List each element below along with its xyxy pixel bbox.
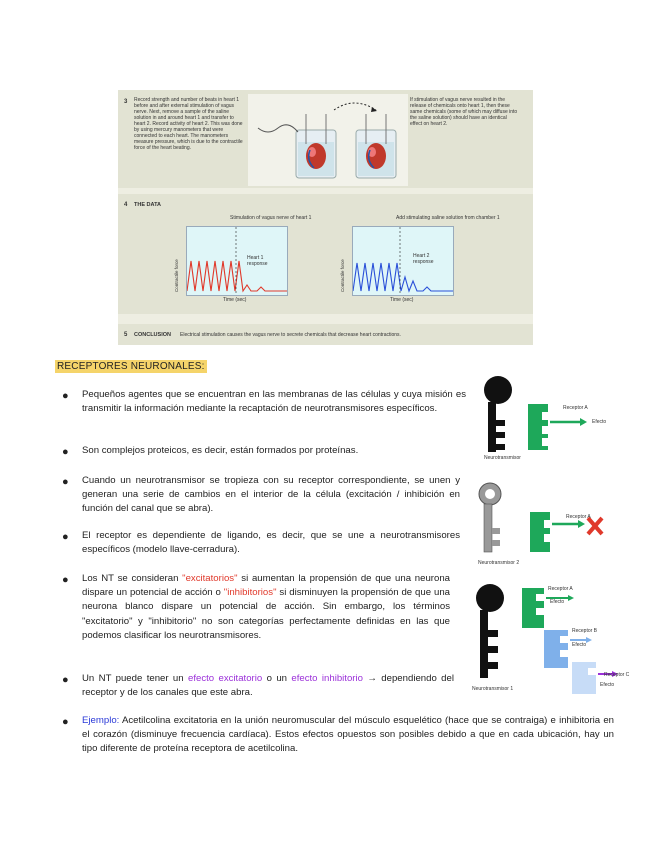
excitatory-term: "excitatorios" xyxy=(182,573,238,584)
bullet-dot: ● xyxy=(62,476,69,488)
d1-receptor-label: Receptor A xyxy=(563,405,588,411)
bullet-dot: ● xyxy=(62,574,69,586)
d3-receptor-c: Receptor C xyxy=(604,672,630,678)
excitatory-effect-term: efecto excitatorio xyxy=(187,673,263,684)
bullet-1-text: Pequeños agentes que se encuentran en las membranas de las células y cuya misión es transmitir la información mediante la recaptación de neurotransmisores específicos. xyxy=(82,389,466,415)
left-xlabel: Time (sec) xyxy=(223,297,247,303)
heart1-plot xyxy=(186,226,288,296)
left-ylabel: Contractile force xyxy=(174,259,179,292)
d2-caption: Neurotransmisor 2 xyxy=(478,560,520,566)
heart1-response-label: Heart 1 response xyxy=(247,255,268,267)
step3-left-text: Record strength and number of beats in heart 1 before and after external stimulation of vagus nerve. Next, remove a sample of the saline solution in and around heart 1 and transfer to heart 2. Record activity of heart 2. This was done by using mercury manometers that were connected to each heart. The manometers measure pressure, which is due to the contractile force of the heart beating. xyxy=(134,97,243,151)
section-heading: RECEPTORES NEURONALES: xyxy=(57,361,205,372)
step5-panel xyxy=(118,324,533,345)
bullet-7-text xyxy=(82,714,614,757)
step3-right-text: If stimulation of vagus nerve resulted in the release of chemicals onto heart 1, then these same chemicals (some of which may diffuse into the saline solution) should have an identical effect on heart 2. xyxy=(410,97,518,127)
bullet-4-text: El receptor es dependiente de ligando, es decir, que se une a neurotransmisores específicos (modelo llave-cerradura). xyxy=(82,530,460,556)
bullet-3-text: Cuando un neurotransmisor se tropieza con su receptor correspondiente, se unen y generan una serie de cambios en el interior de la célula (excitación / inhibición en función del canal que se abra). xyxy=(82,475,460,515)
inhibitory-term: "inhibitorios" xyxy=(223,587,277,599)
step4-panel xyxy=(118,194,533,314)
heart-jars-illustration xyxy=(248,94,408,186)
heart2-response-label: Heart 2 response xyxy=(413,253,434,265)
experiment-figure xyxy=(118,90,533,345)
right-xlabel: Time (sec) xyxy=(390,297,414,303)
step4-title: THE DATA xyxy=(134,202,161,208)
bullet-dot: ● xyxy=(62,716,69,728)
d1-caption: Neurotransmisor xyxy=(484,455,521,461)
example-text: Acetilcolina excitatoria en la unión neuromuscular del músculo esquelético (hace que se contraiga) e inhibitoria en el corazón (disminuye frecuencia cardíaca). Estos efectos opuestos son posibles debido a que en cada ubicación, hay un tipo diferente de proteína receptora de acetilcolina. xyxy=(82,715,614,755)
d3-caption: Neurotransmisor 1 xyxy=(472,686,514,692)
bullet-5-part: Los NT se consideran xyxy=(82,573,183,584)
bullet-dot: ● xyxy=(62,674,69,686)
d3-effect-1: Efecto xyxy=(550,599,565,605)
step3-panel xyxy=(118,90,533,188)
bullet-6-part: o un xyxy=(262,673,292,684)
bullet-6-part: → dependiendo del receptor y de los canales que este abra. xyxy=(82,673,454,699)
right-ylabel: Contractile force xyxy=(340,259,345,292)
bullet-5-text xyxy=(82,572,450,643)
inhibitory-effect-term: efecto inhibitorio xyxy=(291,673,363,684)
right-stimulus-label: Add stimulating saline solution from chamber 1 xyxy=(396,215,500,221)
bullet-2-text: Son complejos proteicos, es decir, están formados por proteínas. xyxy=(82,445,359,456)
d1-effect-label: Efecto xyxy=(592,419,607,425)
bullet-5-part: si aumentan la propensión de que una neurona dispare un potencial de acción o xyxy=(82,573,450,599)
step4-number: 4 xyxy=(124,202,128,208)
step5-number: 5 xyxy=(124,332,128,338)
bullet-dot: ● xyxy=(62,531,69,543)
d3-effect-2: Efecto xyxy=(572,642,587,648)
bullet-6-part: Un NT puede tener un xyxy=(82,673,188,684)
d3-receptor-a: Receptor A xyxy=(548,586,573,592)
heart2-plot xyxy=(352,226,454,296)
receptor-diagram-2 xyxy=(472,478,622,568)
step5-text: Electrical stimulation causes the vagus nerve to secrete chemicals that decrease heart contractions. xyxy=(180,332,401,338)
bullet-5-part: si disminuyen la propensión de que una neurona blanco dispare un potencial de acción. Sin embargo, los términos "excitatorio" y "inhibitorio" no son categorías perfectamente definidas en las que podemos clasificar los neurotransmisores. xyxy=(82,587,450,641)
step3-number: 3 xyxy=(124,99,128,105)
d3-receptor-b: Receptor B xyxy=(572,628,598,634)
d3-effect-3: Efecto xyxy=(600,682,615,688)
bullet-dot: ● xyxy=(62,390,69,402)
d2-receptor-label: Receptor A xyxy=(566,514,591,520)
bullet-6-text xyxy=(82,672,454,700)
receptor-diagram-1 xyxy=(476,372,626,464)
left-stimulus-label: Stimulation of vagus nerve of heart 1 xyxy=(230,215,312,221)
bullet-dot: ● xyxy=(62,446,69,458)
step5-title: CONCLUSION xyxy=(134,332,171,338)
example-label: Ejemplo: xyxy=(82,715,120,726)
